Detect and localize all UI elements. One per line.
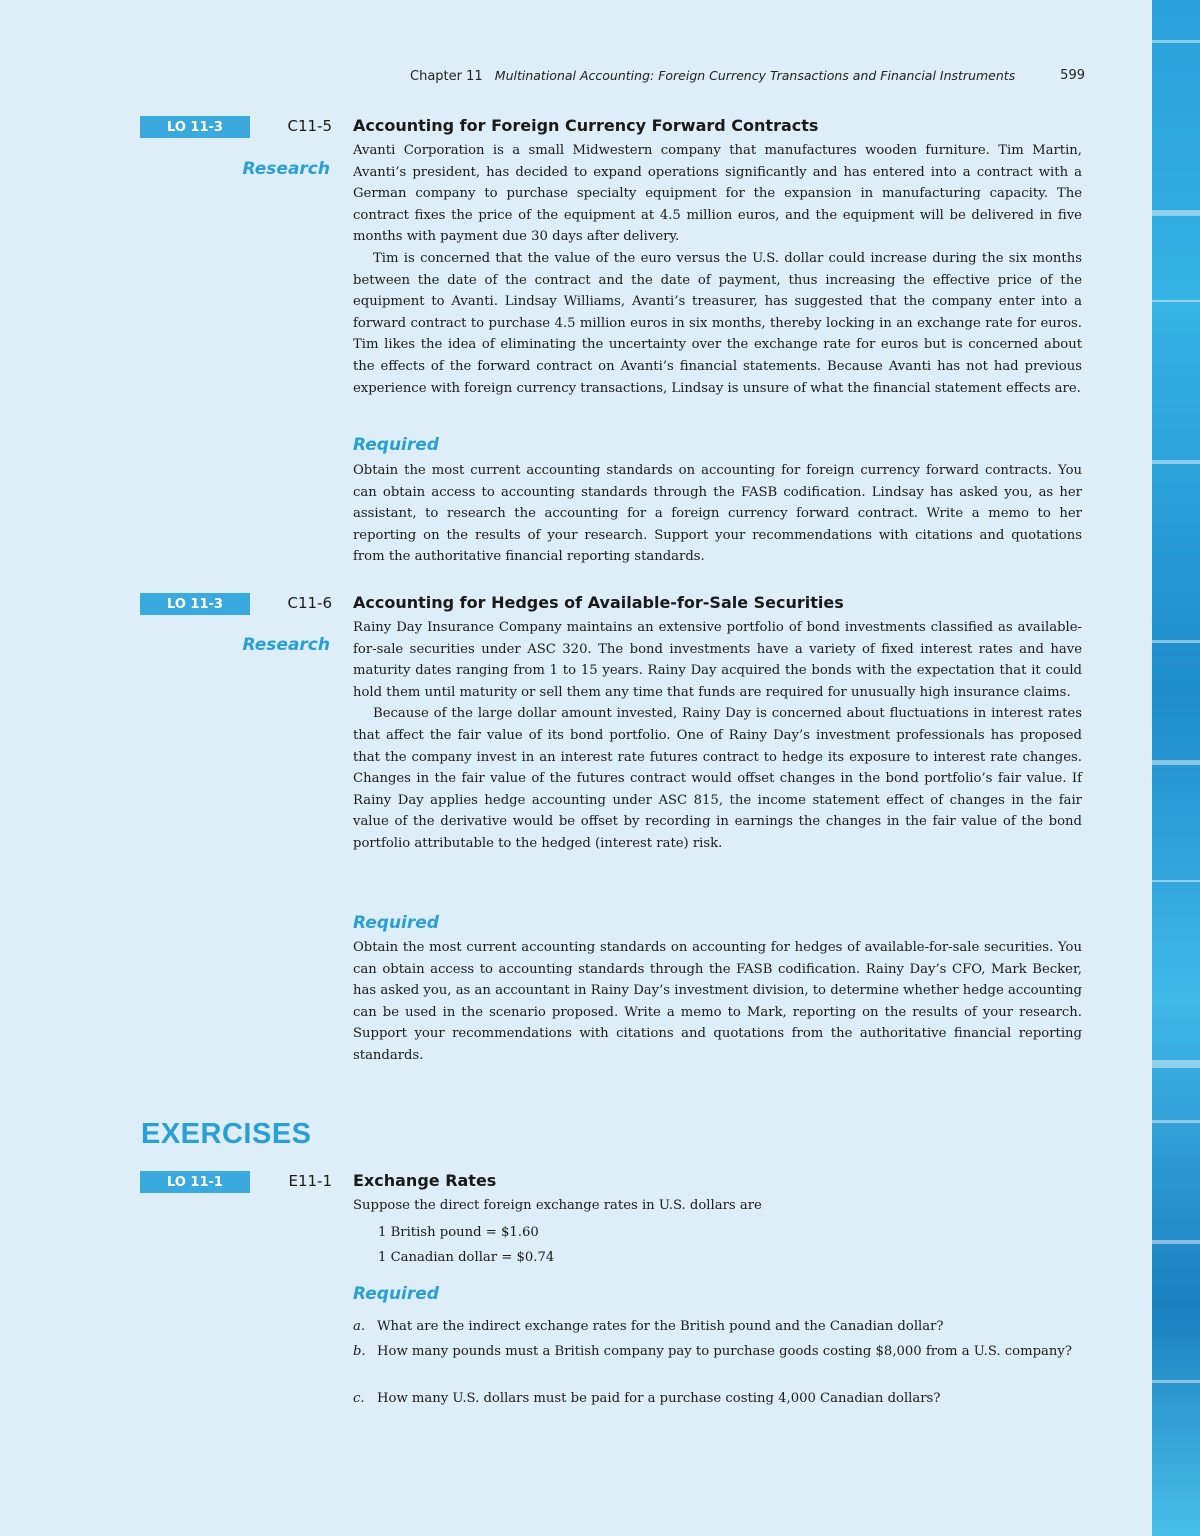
paragraph: Rainy Day Insurance Company maintains an extensive portfolio of bond investments classified as available-for-sale securities under ASC 320. The bond investments have a variety of fixed interest rates and have maturity dates ranging from 1 to 15 years. Rainy Day acquired the bonds with the expectation that it could hold them until maturity or sell them any time that funds are required for unusually high insurance claims. [353,620,1082,700]
case-body [353,617,1082,855]
case-body [353,140,1082,399]
chapter-label: Chapter 11 [410,69,483,84]
question-text: What are the indirect exchange rates for the British pound and the Canadian dollar? [377,1319,944,1334]
case-number: C11-6 [287,594,332,612]
question-text: How many U.S. dollars must be paid for a purchase costing 4,000 Canadian dollars? [377,1391,941,1406]
decorative-side-image [1152,0,1200,1536]
required-label: Required [353,1284,439,1304]
question-item [353,1341,1082,1362]
chapter-subtitle: Multinational Accounting: Foreign Currency Transactions and Financial Instruments [494,68,1016,83]
question-letter: c. [353,1391,365,1406]
page-number: 599 [1060,68,1085,83]
exchange-rate-line: 1 British pound = $1.60 [378,1225,539,1240]
question-letter: b. [353,1344,366,1359]
paragraph: Because of the large dollar amount invested, Rainy Day is concerned about fluctuations in interest rates that affect the fair value of its bond portfolio. One of Rainy Day’s investment professionals has proposed that the company invest in an interest rate futures contract to hedge its exposure to interest rate changes. Changes in the fair value of the futures contract would offset changes in the bond portfolio’s fair value. If Rainy Day applies hedge accounting under ASC 815, the income statement effect of changes in the fair value of the derivative would be offset by recording in earnings the changes in the fair value of the bond portfolio attributable to the hedged (interest rate) risk. [353,706,1082,851]
required-text: Obtain the most current accounting standards on accounting for hedges of available-for-sale securities. You can obtain access to accounting standards through the FASB codification. Rainy Day’s CFO, Mark Becker, has asked you, as an accountant in Rainy Day’s investment division, to determine whether hedge accounting can be used in the scenario proposed. Write a memo to Mark, reporting on the results of your research. Support your recommendations with citations and quotations from the authoritative financial reporting standards. [353,940,1082,1063]
exercises-heading: EXERCISES [141,1118,312,1150]
required-label: Required [353,435,439,455]
research-tag: Research [242,635,330,655]
learning-objective-badge: LO 11-3 [140,116,250,138]
question-text: How many pounds must a British company pay to purchase goods costing $8,000 from a U.S. company? [377,1344,1072,1359]
case-title: Accounting for Foreign Currency Forward Contracts [353,116,819,135]
running-header [410,68,1085,84]
learning-objective-badge: LO 11-3 [140,593,250,615]
research-tag: Research [242,159,330,179]
exercise-title: Exchange Rates [353,1171,497,1190]
paragraph: Tim is concerned that the value of the euro versus the U.S. dollar could increase during the six months between the date of the contract and the date of payment, thus increasing the effective price of the equipment to Avanti. Lindsay Williams, Avanti’s treasurer, has suggested that the company enter into a forward contract to purchase 4.5 million euros in six months, thereby locking in an exchange rate for euros. Tim likes the idea of eliminating the uncertainty over the exchange rate for euros but is concerned about the effects of the forward contract on Avanti’s financial statements. Because Avanti has not had previous experience with foreign currency transactions, Lindsay is unsure of what the financial statement effects are. [353,250,1082,396]
case-number: C11-5 [287,117,332,135]
exchange-rate-line: 1 Canadian dollar = $0.74 [378,1250,555,1265]
required-text: Obtain the most current accounting standards on accounting for foreign currency forward contracts. You can obtain access to accounting standards through the FASB codification. Lindsay has asked you, as her assistant, to research the accounting for a foreign currency forward contract. Write a memo to her reporting on the results of your research. Support your recommendations with citations and quotations from the authoritative financial reporting standards. [353,463,1082,565]
required-label: Required [353,913,439,933]
question-letter: a. [353,1319,366,1334]
question-item [353,1388,1082,1409]
case-title: Accounting for Hedges of Available-for-Sale Securities [353,593,844,612]
paragraph: Avanti Corporation is a small Midwestern company that manufactures wooden furniture. Tim Martin, Avanti’s president, has decided to expand operations significantly and has entered into a contract with a German company to purchase specialty equipment for the expansion in manufacturing capacity. The contract fixes the price of the equipment at 4.5 million euros, and the equipment will be delivered in five months with payment due 30 days after delivery. [353,143,1082,245]
question-item [353,1316,1082,1337]
exercise-intro: Suppose the direct foreign exchange rates in U.S. dollars are [353,1198,762,1213]
learning-objective-badge: LO 11-1 [140,1171,250,1193]
exercise-number: E11-1 [288,1172,332,1190]
